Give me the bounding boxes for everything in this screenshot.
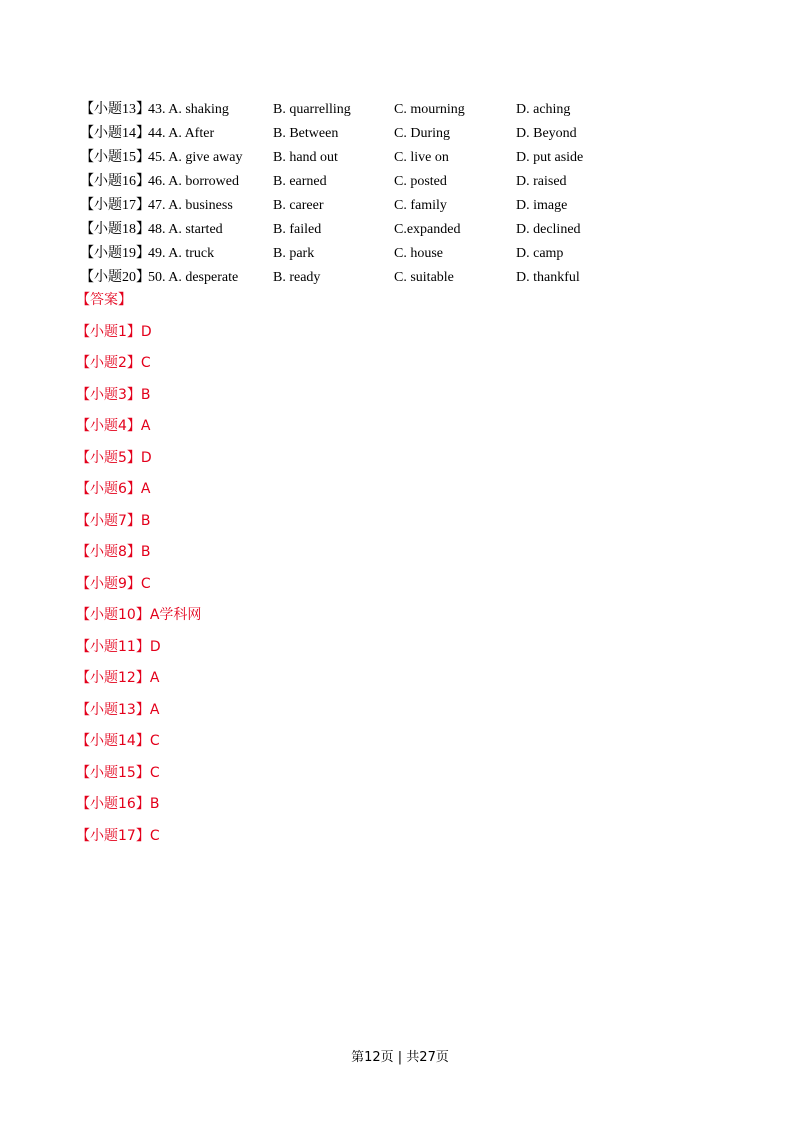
option-b: B. ready xyxy=(273,270,321,284)
answer-item: 【小题7】B xyxy=(76,512,151,529)
question-label: 【小题19】 xyxy=(80,246,150,261)
option-b: B. quarrelling xyxy=(273,102,351,117)
option-b: B. failed xyxy=(273,222,322,237)
option-a: 48. A. started xyxy=(148,222,223,237)
option-b: B. Between xyxy=(273,126,339,141)
option-b: B. earned xyxy=(273,174,327,189)
answer-item: 【小题3】B xyxy=(76,386,151,403)
answer-item: 【小题1】D xyxy=(76,323,152,340)
answer-item: 【小题6】A xyxy=(76,481,151,497)
option-a: 47. A. business xyxy=(148,198,233,213)
page-number: 第12页 | 共27页 xyxy=(351,1050,449,1065)
answer-item: 【小题9】C xyxy=(76,575,151,592)
option-d: D. declined xyxy=(516,222,581,237)
answer-item: 【小题4】A xyxy=(76,418,151,434)
question-row xyxy=(80,194,720,218)
answer-item: 【小题14】C xyxy=(76,733,160,749)
question-label: 【小题20】 xyxy=(80,270,150,284)
option-d: D. camp xyxy=(516,246,564,261)
question-label: 【小题15】 xyxy=(80,150,150,165)
answer-item: 【小题16】B xyxy=(76,796,160,812)
answer-item: 【小题10】A学科网 xyxy=(76,607,202,623)
answer-item: 【小题5】D xyxy=(76,449,152,466)
option-d: D. aching xyxy=(516,102,571,117)
option-d: D. put aside xyxy=(516,150,584,165)
question-row xyxy=(80,146,720,170)
option-c: C.expanded xyxy=(394,222,461,237)
answer-item: 【小题15】C xyxy=(76,764,160,781)
question-label: 【小题16】 xyxy=(80,174,150,189)
option-c: C. house xyxy=(394,246,443,261)
answer-item: 【小题11】D xyxy=(76,638,161,655)
option-a: 43. A. shaking xyxy=(148,102,229,117)
answer-item: 【小题13】A xyxy=(76,701,160,718)
question-options-block xyxy=(80,98,720,284)
option-c: C. live on xyxy=(394,150,449,165)
option-c: C. During xyxy=(394,126,450,141)
option-c: C. suitable xyxy=(394,270,454,284)
answers-section xyxy=(76,289,716,856)
question-row xyxy=(80,266,720,284)
option-b: B. park xyxy=(273,246,315,261)
option-c: C. mourning xyxy=(394,102,465,117)
answer-item: 【小题17】C xyxy=(76,827,160,844)
question-label: 【小题13】 xyxy=(80,102,150,117)
question-row xyxy=(80,218,720,242)
option-a: 50. A. desperate xyxy=(148,270,239,284)
option-c: C. posted xyxy=(394,174,447,189)
question-row xyxy=(80,242,720,266)
answer-item: 【小题8】B xyxy=(76,544,151,560)
option-d: D. raised xyxy=(516,174,567,189)
question-row xyxy=(80,122,720,146)
option-a: 44. A. After xyxy=(148,126,215,141)
question-label: 【小题18】 xyxy=(80,222,150,237)
question-label: 【小题17】 xyxy=(80,198,150,213)
option-a: 49. A. truck xyxy=(148,246,215,261)
option-b: B. hand out xyxy=(273,150,338,165)
option-d: D. thankful xyxy=(516,270,580,284)
option-c: C. family xyxy=(394,198,447,213)
question-label: 【小题14】 xyxy=(80,126,150,141)
answer-item: 【小题12】A xyxy=(76,670,160,686)
answers-heading: 【答案】 xyxy=(76,292,132,308)
question-row xyxy=(80,98,720,122)
option-a: 45. A. give away xyxy=(148,150,243,165)
option-a: 46. A. borrowed xyxy=(148,174,239,189)
option-d: D. image xyxy=(516,198,568,213)
answer-item: 【小题2】C xyxy=(76,355,151,371)
question-row xyxy=(80,170,720,194)
option-b: B. career xyxy=(273,198,324,213)
option-d: D. Beyond xyxy=(516,126,577,141)
